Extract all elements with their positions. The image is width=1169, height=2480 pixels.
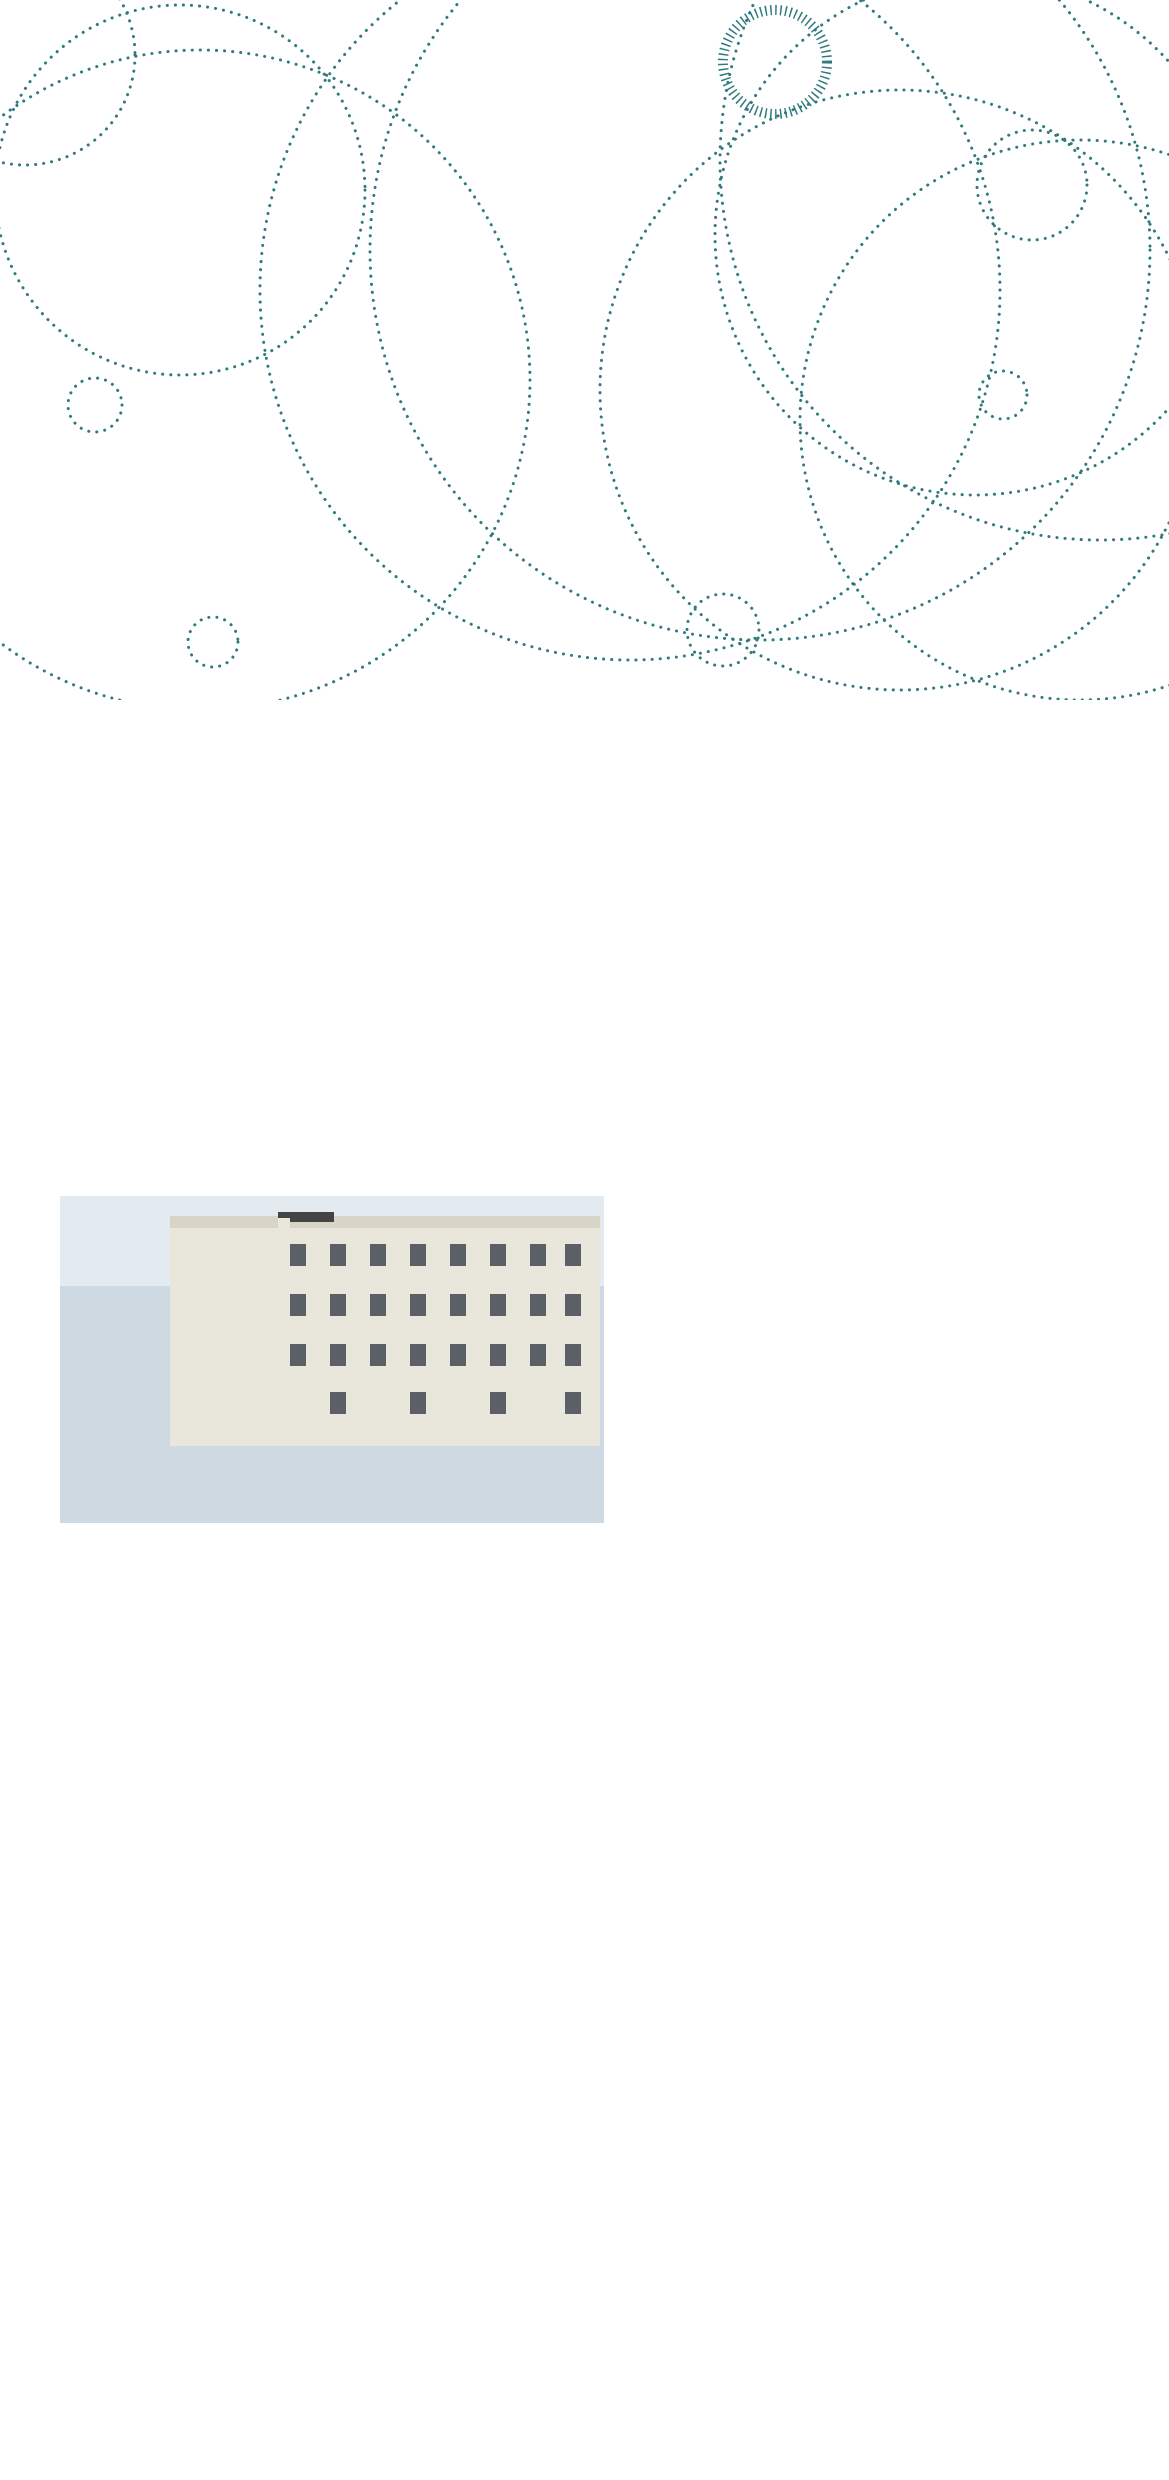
photo-internat-building [60,1196,604,1523]
decorative-dotted-circles [0,0,1169,700]
